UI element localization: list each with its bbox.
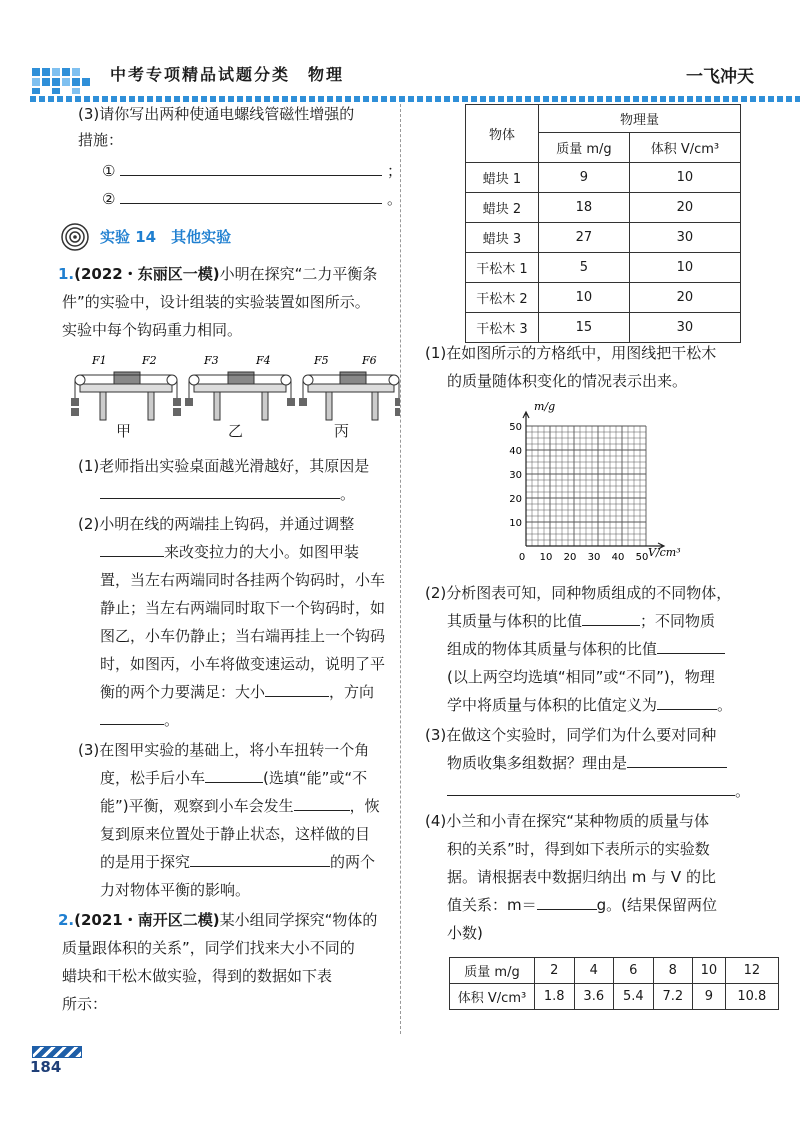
- p1-q2-text: 时，如图丙，小车将做变速运动，说明了平: [100, 655, 386, 673]
- row-label: 质量 m/g: [450, 958, 535, 984]
- p1-q2-text: 来改变拉力的大小。如图甲装: [164, 543, 360, 561]
- cell: 3.6: [574, 984, 614, 1010]
- problem-1-line: [58, 261, 377, 287]
- problem-2-line: [58, 907, 377, 933]
- force-label: F1: [92, 354, 107, 367]
- answer-blank[interactable]: [205, 766, 263, 783]
- cell: 5: [539, 253, 630, 283]
- p1-q1-text: (1)老师指出实验桌面越光滑越好，其原因是: [78, 457, 370, 475]
- punct: 。: [735, 782, 751, 800]
- section-title: 实验 14 其他实验: [100, 228, 232, 246]
- cell: 20: [629, 193, 740, 223]
- q3-option-2: [102, 186, 402, 212]
- cell: 8: [653, 958, 693, 984]
- problem-text: 某小组同学探究“物体的: [219, 911, 378, 929]
- force-label: F4: [256, 354, 271, 367]
- table-header: 物理量: [539, 105, 741, 133]
- answer-blank[interactable]: [537, 893, 597, 910]
- answer-blank[interactable]: [294, 794, 350, 811]
- p1-q3-text: ，恢: [349, 797, 380, 815]
- cell: 9: [693, 984, 726, 1010]
- q3-text: 措施：: [78, 131, 124, 149]
- r-q2-text: 其质量与体积的比值: [447, 612, 583, 630]
- p1-q3-text: 的是用于探究: [100, 853, 191, 871]
- r-q2-text: (以上两空均选填“相同”或“不同”)，物理: [447, 668, 715, 686]
- answer-blank[interactable]: [190, 850, 330, 867]
- p1-q3-text: 能”)平衡，观察到小车会发生: [100, 797, 294, 815]
- problem-text: 蜡块和干松木做实验，得到的数据如下表: [62, 967, 333, 985]
- cell: 20: [629, 283, 740, 313]
- badge-stripes: [32, 1046, 82, 1058]
- r-q2-text: (2)分析图表可知，同种物质组成的不同物体，: [425, 584, 732, 602]
- option-punct: 。: [387, 190, 403, 208]
- x-tick-label: 30: [587, 552, 601, 563]
- option-label: ②: [102, 190, 116, 208]
- column-divider: [400, 104, 401, 1034]
- cell: 干松木 2: [466, 283, 539, 313]
- page-number: 184: [30, 1058, 62, 1076]
- punct: 。: [164, 711, 180, 729]
- target-icon: [60, 222, 90, 252]
- p1-q3-text: 度，松手后小车: [100, 769, 206, 787]
- r-q4-text: 小数): [447, 924, 483, 942]
- figure-label-yi: 乙: [228, 422, 244, 440]
- problem-text: 件”的实验中，设计组装的实验装置如图所示。: [62, 293, 370, 311]
- apparatus-yi: [185, 372, 295, 420]
- r-q4-text: (4)小兰和小青在探究“某种物质的质量与体: [425, 812, 710, 830]
- p1-q2-line: [100, 539, 359, 565]
- r-q2-line: [447, 608, 715, 634]
- answer-blank[interactable]: [657, 637, 725, 654]
- x-tick-label: 20: [563, 552, 577, 563]
- option-punct: ；: [387, 162, 403, 180]
- grid-lines: [526, 426, 646, 546]
- x-axis: [526, 543, 664, 549]
- x-tick-label: 40: [611, 552, 625, 563]
- p1-q2-text: ，方向: [329, 683, 375, 701]
- cell: 6: [614, 958, 654, 984]
- punct: 。: [717, 696, 733, 714]
- row-label: 体积 V/cm³: [450, 984, 535, 1010]
- cell: 10: [539, 283, 630, 313]
- figure-label-jia: 甲: [116, 422, 132, 440]
- answer-blank[interactable]: [100, 482, 340, 499]
- answer-blank[interactable]: [447, 779, 735, 796]
- problem-text: 所示：: [62, 995, 108, 1013]
- r-q2-text: 组成的物体其质量与体积的比值: [447, 640, 658, 658]
- x-tick-labels: [519, 552, 649, 563]
- cell: 30: [629, 223, 740, 253]
- answer-blank[interactable]: [627, 751, 727, 768]
- header-logo-icon: [30, 64, 100, 96]
- x-tick-label: 50: [635, 552, 649, 563]
- answer-blank[interactable]: [657, 693, 717, 710]
- apparatus-bing: [299, 372, 400, 420]
- table-header: 物体: [466, 105, 539, 163]
- figure-label-bing: 丙: [334, 422, 350, 440]
- answer-blank[interactable]: [120, 187, 382, 204]
- r-q4-text: g。(结果保留两位: [596, 896, 717, 914]
- cell: 15: [539, 313, 630, 343]
- r-q3-line: [447, 778, 750, 804]
- y-axis-label: m/g: [534, 400, 556, 413]
- p1-q2-text: 衡的两个力要满足：大小: [100, 683, 266, 701]
- problem-text: 实验中每个钩码重力相同。: [62, 321, 243, 339]
- q3-option-1: [102, 158, 402, 184]
- p1-q1-answer: [100, 481, 355, 507]
- p1-q2-text: 图乙，小车仍静止；当右端再挂上一个钩码: [100, 627, 386, 645]
- cell: 10: [693, 958, 726, 984]
- cell: 蜡块 1: [466, 163, 539, 193]
- r-q2-text: 学中将质量与体积的比值定义为: [447, 696, 658, 714]
- answer-blank[interactable]: [582, 609, 640, 626]
- cell: 18: [539, 193, 630, 223]
- graph-grid: [498, 398, 688, 568]
- r-q4-text: 据。请根据表中数据归纳出 m 与 V 的比: [447, 868, 716, 886]
- r-q4-text: 值关系：m＝: [447, 896, 537, 914]
- p1-q3-text: (3)在图甲实验的基础上，将小车扭转一个角: [78, 741, 370, 759]
- y-tick-label: 30: [509, 470, 522, 481]
- cell: 27: [539, 223, 630, 253]
- p1-q3-text: 力对物体平衡的影响。: [100, 881, 251, 899]
- punct: 。: [340, 485, 356, 503]
- answer-blank[interactable]: [265, 680, 329, 697]
- answer-blank[interactable]: [100, 708, 164, 725]
- table-row: [466, 223, 741, 253]
- problem-number: 2.: [58, 911, 75, 929]
- p1-q2-text: (2)小明在线的两端挂上钩码，并通过调整: [78, 515, 355, 533]
- r-q3-line: [447, 750, 727, 776]
- cell: 干松木 3: [466, 313, 539, 343]
- problem-source: (2022・东丽区一模): [74, 265, 220, 283]
- x-axis-label: V/cm³: [648, 546, 681, 559]
- cell: 30: [629, 313, 740, 343]
- cell: 12: [725, 958, 778, 984]
- q3-text: (3)请你写出两种使通电螺线管磁性增强的: [78, 105, 355, 123]
- r-q2-text: ；不同物质: [640, 612, 716, 630]
- y-tick-label: 20: [509, 494, 522, 505]
- r-q2-line: [447, 636, 725, 662]
- p1-q3-text: 的两个: [330, 853, 376, 871]
- r-q3-text: (3)在做这个实验时，同学们为什么要对同种: [425, 726, 717, 744]
- r-q3-text: 物质收集多组数据？理由是: [447, 754, 628, 772]
- answer-blank[interactable]: [100, 540, 164, 557]
- p1-q3-line: [100, 849, 375, 875]
- x-tick-label: 10: [539, 552, 553, 563]
- y-tick-label: 10: [509, 518, 522, 529]
- cell: 蜡块 3: [466, 223, 539, 253]
- p1-q2-line: [100, 707, 179, 733]
- force-label: F3: [204, 354, 219, 367]
- y-tick-label: 50: [509, 422, 522, 433]
- p1-q3-line: [100, 793, 380, 819]
- cell: 10.8: [725, 984, 778, 1010]
- y-tick-labels: [509, 422, 522, 529]
- cell: 干松木 1: [466, 253, 539, 283]
- cell: 7.2: [653, 984, 693, 1010]
- cell: 10: [629, 253, 740, 283]
- header-title: 中考专项精品试题分类 物理: [110, 65, 345, 84]
- cell: 10: [629, 163, 740, 193]
- table-row: [450, 984, 779, 1010]
- force-label: F6: [362, 354, 377, 367]
- r-q1-text: (1)在如图所示的方格纸中，用图线把干松木: [425, 344, 717, 362]
- problem-number: 1.: [58, 265, 75, 283]
- data-table-2: [449, 957, 779, 1010]
- table-header: 体积 V/cm³: [629, 133, 740, 163]
- cell: 蜡块 2: [466, 193, 539, 223]
- table-row: [466, 193, 741, 223]
- p1-q2-text: 静止；当左右两端同时取下一个钩码时，如: [100, 599, 386, 617]
- problem-text: 质量跟体积的关系”，同学们找来大小不同的: [62, 939, 355, 957]
- p1-q2-line: [100, 679, 374, 705]
- r-q1-text: 的质量随体积变化的情况表示出来。: [447, 372, 688, 390]
- apparatus-jia: [71, 372, 181, 420]
- cell: 4: [574, 958, 614, 984]
- force-label: F5: [314, 354, 329, 367]
- r-q2-line: [447, 692, 732, 718]
- answer-blank[interactable]: [120, 159, 382, 176]
- r-q4-text: 积的关系”时，得到如下表所示的实验数: [447, 840, 710, 858]
- y-tick-label: 40: [509, 446, 522, 457]
- header-brand: 一飞冲天: [686, 67, 754, 87]
- data-table-1: [465, 104, 741, 343]
- problem-text: 小明在探究“二力平衡条: [219, 265, 378, 283]
- cell: 1.8: [535, 984, 575, 1010]
- cell: 2: [535, 958, 575, 984]
- table-row: [466, 313, 741, 343]
- table-row: [466, 283, 741, 313]
- page-header: [30, 60, 800, 100]
- p1-q3-line: [100, 765, 367, 791]
- p1-q3-text: 复到原来位置处于静止状态，这样做的目: [100, 825, 371, 843]
- table-header: 质量 m/g: [539, 133, 630, 163]
- cell: 9: [539, 163, 630, 193]
- p1-q3-text: (选填“能”或“不: [263, 769, 368, 787]
- x-tick-label: 0: [518, 552, 526, 563]
- cell: 5.4: [614, 984, 654, 1010]
- table-row: [466, 253, 741, 283]
- r-q4-line: [447, 892, 717, 918]
- problem-source: (2021・南开区二模): [74, 911, 220, 929]
- option-label: ①: [102, 162, 116, 180]
- p1-q2-text: 置，当左右两端同时各挂两个钩码时，小车: [100, 571, 386, 589]
- table-row: [466, 163, 741, 193]
- force-label: F2: [142, 354, 157, 367]
- table-row: [450, 958, 779, 984]
- page-number-badge: [30, 1046, 90, 1080]
